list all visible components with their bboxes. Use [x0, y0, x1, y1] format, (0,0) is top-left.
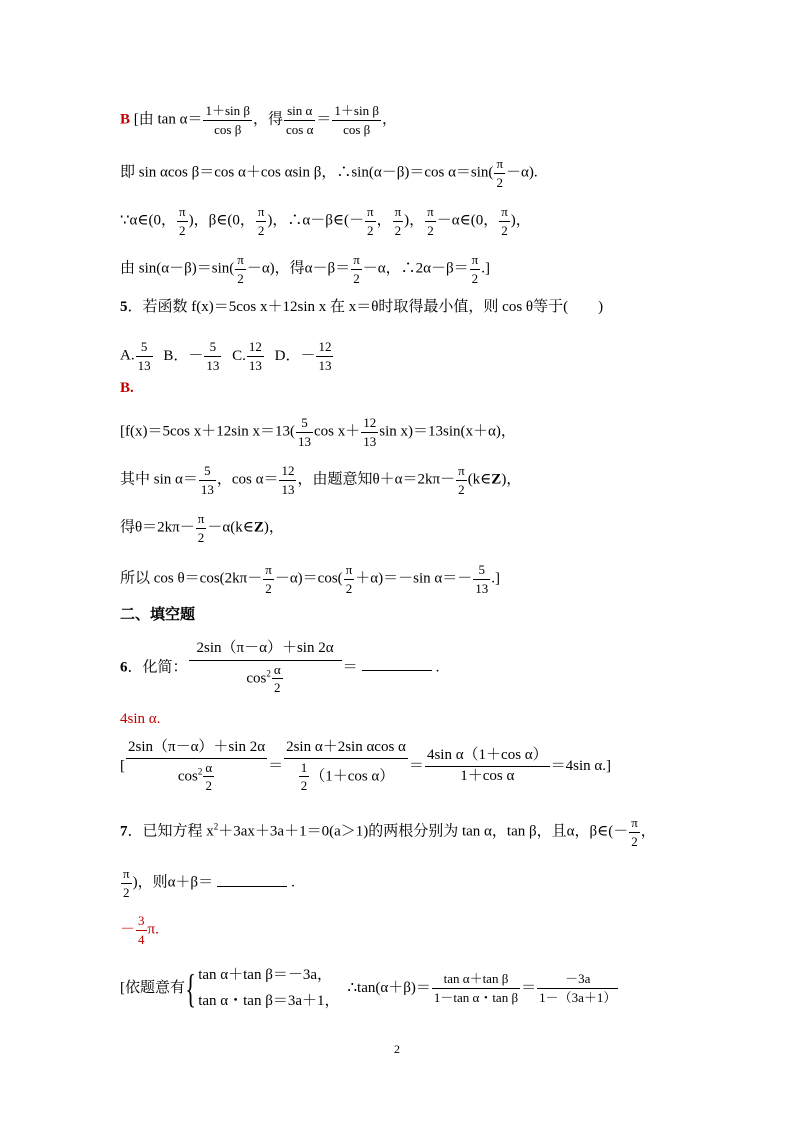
text: （1＋cos α） [310, 768, 395, 785]
text: ∴tan(α＋β)＝ [347, 979, 431, 996]
text: ∵α∈(0， [120, 212, 177, 229]
equation-system [198, 963, 339, 1014]
text: ．化简： [127, 659, 188, 676]
text: ，由题意知θ＋α＝2kπ－ [297, 471, 456, 488]
denominator: 13 [318, 357, 332, 373]
denominator [126, 759, 267, 793]
denominator: 1－tan α・tan β [433, 990, 519, 1005]
denominator: 2 [471, 270, 479, 286]
equation-2: tan α・tan β＝3a＋1， [198, 992, 340, 1009]
answer-blank [217, 874, 287, 887]
text: [依题意有 [120, 979, 185, 996]
question-5-answer: B. [120, 380, 134, 396]
solution-line-1 [120, 104, 397, 136]
denominator [284, 759, 408, 793]
numerator: π [351, 253, 362, 270]
numerator: π [494, 157, 505, 174]
fraction [299, 761, 310, 793]
text: ，得 [253, 111, 284, 128]
fraction [203, 104, 252, 136]
text: )，β∈(0， [188, 212, 255, 229]
numerator: π [425, 205, 436, 222]
q6-solution [120, 740, 611, 793]
fraction [537, 972, 618, 1004]
fraction [256, 205, 267, 237]
option-a-label: A. [120, 347, 135, 364]
fraction [121, 867, 132, 899]
fraction [393, 205, 404, 237]
text: ＋3ax＋3a＋1＝0(a＞1)的两根分别为 tan α，tan β，且α，β∈(－ [218, 823, 629, 840]
text: 得θ＝2kπ－ [120, 519, 195, 536]
text: ＝ [316, 111, 332, 128]
denominator: 2 [197, 529, 205, 545]
text: ， [381, 111, 397, 128]
text: .] [491, 570, 500, 587]
text: －α∈(0， [436, 212, 499, 229]
text: ＝ [408, 757, 424, 774]
numerator: π [121, 867, 132, 884]
exponent: 2 [266, 668, 271, 679]
option-d-label: D．－ [274, 347, 316, 364]
denominator: 2 [237, 270, 244, 286]
fraction [456, 464, 467, 496]
numerator: 1 [299, 761, 310, 778]
numerator: α [203, 761, 214, 778]
text: cos [246, 670, 267, 687]
answer-blank [362, 658, 432, 671]
denominator: 1－（3a＋1） [539, 990, 617, 1005]
text: － [120, 921, 136, 938]
numerator: 12 [361, 416, 378, 433]
fraction [425, 748, 550, 785]
text: . [291, 874, 295, 891]
denominator: 2 [458, 481, 465, 497]
fraction [136, 914, 147, 946]
denominator: 2 [427, 222, 434, 238]
text: －α). [506, 164, 538, 181]
page-number: 2 [394, 1042, 400, 1056]
text: )， [404, 212, 425, 229]
fraction [196, 512, 207, 544]
fraction [432, 972, 520, 1004]
fraction [235, 253, 246, 285]
text: [由 tan α＝ [133, 111, 203, 128]
numerator: 3 [136, 914, 147, 931]
denominator: 2 [496, 174, 503, 190]
answer-label: B [120, 111, 131, 128]
fraction [204, 340, 221, 372]
numerator: 5 [204, 340, 221, 357]
text: ＝ [268, 757, 284, 774]
text: π. [147, 921, 159, 938]
fraction [189, 641, 342, 695]
fraction [316, 340, 333, 372]
denominator: 13 [475, 580, 489, 596]
question-7-continued [120, 867, 295, 899]
text: ．已知方程 x [127, 823, 214, 840]
question-7-answer [120, 914, 159, 946]
text: )，则α＋β＝ [132, 874, 214, 891]
solution-line-4 [120, 253, 490, 285]
text: [f(x)＝5cos x＋12sin x＝13( [120, 423, 295, 440]
text: ＝ [342, 659, 358, 676]
section-heading: 二、填空题 [120, 605, 196, 623]
exponent: 2 [197, 766, 203, 777]
numerator: π [235, 253, 246, 270]
left-brace: { [185, 965, 196, 1011]
fraction [494, 157, 505, 189]
fraction [473, 563, 490, 595]
text: 其中 sin α＝ [120, 471, 198, 488]
denominator: 13 [281, 481, 295, 497]
denominator: 13 [363, 433, 377, 449]
numerator: π [177, 205, 188, 222]
text: 由 sin(α－β)＝sin( [120, 260, 235, 277]
fraction [284, 740, 408, 793]
text: . [435, 659, 440, 676]
numerator: tan α＋tan β [432, 972, 520, 989]
denominator: 13 [297, 433, 311, 449]
solution-line-3 [120, 205, 531, 237]
text: )， [510, 212, 531, 229]
question-number: 7 [120, 823, 128, 840]
denominator: 4 [138, 931, 145, 947]
numerator: π [263, 563, 274, 580]
q5-solution-line-1 [120, 416, 516, 448]
fraction [365, 205, 376, 237]
numerator: 2sin（π－α）＋sin 2α [126, 740, 267, 759]
numerator: 5 [199, 464, 216, 481]
option-c-label: C. [232, 347, 246, 364]
numerator: 12 [316, 340, 333, 357]
q7-solution [120, 963, 619, 1014]
numerator: 12 [279, 464, 296, 481]
numerator: π [256, 205, 267, 222]
question-6-answer: 4sin α. [120, 711, 161, 727]
text: )，∴α－β∈(－ [267, 212, 364, 229]
fraction [629, 816, 640, 848]
text: sin x)＝13sin(x＋α)， [379, 423, 516, 440]
q5-solution-line-3 [120, 512, 284, 544]
numerator: 5 [136, 340, 153, 357]
numerator: π [629, 816, 640, 833]
numerator: 12 [247, 340, 264, 357]
fraction [199, 464, 216, 496]
denominator: 2 [123, 884, 130, 900]
fraction [136, 340, 153, 372]
denominator: 1＋cos α [460, 768, 515, 785]
denominator: 2 [179, 222, 186, 238]
numerator: 5 [296, 416, 313, 433]
denominator: 2 [501, 222, 508, 238]
question-number: 5 [120, 299, 128, 315]
denominator: cos β [343, 121, 371, 137]
question-number: 6 [120, 659, 128, 676]
text: (k∈ [467, 471, 492, 488]
fraction [203, 761, 214, 793]
denominator: 13 [200, 481, 214, 497]
denominator: 2 [265, 580, 272, 596]
text: －α，∴2α－β＝ [362, 260, 469, 277]
solution-line-2 [120, 157, 538, 189]
denominator: 2 [274, 680, 281, 696]
question-6 [120, 641, 439, 695]
text: ， [640, 823, 656, 840]
denominator: 2 [353, 270, 360, 286]
numerator: 2sin α＋2sin αcos α [284, 740, 408, 759]
question-5 [120, 300, 603, 315]
text: －α)，得α－β＝ [246, 260, 351, 277]
numerator: sin α [284, 104, 315, 121]
text: )， [501, 471, 522, 488]
fraction [263, 563, 274, 595]
text: cos x＋ [313, 423, 361, 440]
fraction [351, 253, 362, 285]
denominator: 2 [300, 778, 308, 794]
denominator: 2 [345, 580, 353, 596]
fraction [284, 104, 315, 136]
numerator: π [393, 205, 404, 222]
q5-solution-line-4 [120, 563, 500, 595]
text: [ [120, 757, 125, 774]
denominator: 2 [257, 222, 265, 238]
equation-1: tan α＋tan β＝－3a， [198, 967, 333, 983]
denominator [189, 661, 342, 695]
text: )， [263, 519, 284, 536]
denominator: 13 [206, 357, 220, 373]
question-text: ．若函数 f(x)＝5cos x＋12sin x 在 x＝θ时取得最小值，则 cos θ等于( ) [127, 299, 604, 315]
fraction [425, 205, 436, 237]
numerator: π [499, 205, 510, 222]
numerator: 1＋sin β [332, 104, 381, 121]
text: 即 sin αcos β＝cos α＋cos αsin β，∴sin(α－β)＝cos α＝sin( [120, 164, 494, 181]
fraction [177, 205, 188, 237]
text: －α(k∈ [207, 519, 254, 536]
numerator: 5 [473, 563, 490, 580]
fraction [296, 416, 313, 448]
fraction [272, 663, 283, 695]
denominator: 2 [367, 222, 374, 238]
text: ， [376, 212, 392, 229]
text: ＝4sin α.] [550, 757, 612, 774]
denominator: 2 [205, 778, 213, 794]
numerator: π [456, 464, 467, 481]
denominator: 2 [394, 222, 402, 238]
text: .] [481, 260, 490, 277]
denominator: cos α [286, 121, 314, 137]
text: 所以 cos θ＝cos(2kπ－ [120, 570, 263, 587]
set-z: Z [253, 519, 264, 536]
set-z: Z [491, 471, 502, 488]
q5-solution-line-2 [120, 464, 521, 496]
question-5-options [120, 340, 334, 372]
text: cos [177, 768, 198, 785]
denominator: 2 [631, 833, 638, 849]
fraction [279, 464, 296, 496]
fraction [344, 563, 355, 595]
numerator: π [344, 563, 355, 580]
numerator: α [272, 663, 283, 680]
fraction [332, 104, 381, 136]
text: －α)＝cos( [274, 570, 343, 587]
exponent: 2 [213, 821, 219, 832]
fraction [126, 740, 267, 793]
denominator: 13 [137, 357, 151, 373]
option-b-label: B．－ [163, 347, 204, 364]
numerator: 4sin α（1＋cos α） [425, 748, 550, 767]
fraction [361, 416, 378, 448]
denominator: 13 [248, 357, 262, 373]
denominator: cos β [214, 121, 242, 137]
text: ，cos α＝ [216, 471, 279, 488]
text: ＝ [521, 979, 537, 996]
fraction [247, 340, 264, 372]
numerator: π [365, 205, 376, 222]
fraction [499, 205, 510, 237]
numerator: －3a [537, 972, 618, 989]
fraction [470, 253, 481, 285]
numerator: 1＋sin β [203, 104, 252, 121]
text: ＋α)＝－sin α＝－ [355, 570, 473, 587]
numerator: π [196, 512, 207, 529]
numerator: π [470, 253, 481, 270]
numerator: 2sin（π－α）＋sin 2α [189, 641, 342, 661]
question-7 [120, 816, 656, 848]
